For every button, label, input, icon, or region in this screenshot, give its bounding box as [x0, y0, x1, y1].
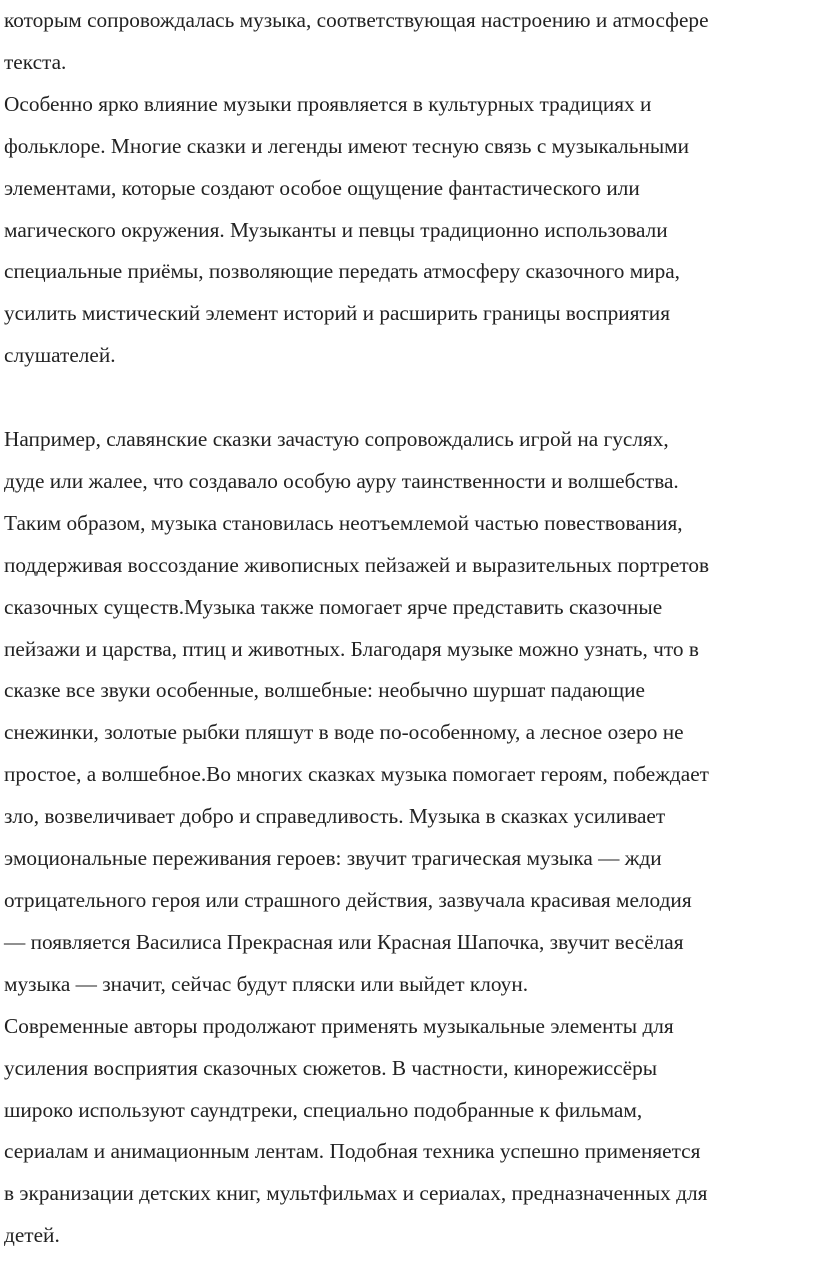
paragraph-line: специальные приёмы, позволяющие передать атмосферу сказочного мира, [4, 259, 680, 284]
paragraph-line: сказочных существ.Музыка также помогает ярче представить сказочные [4, 594, 663, 619]
paragraph-line: эмоциональные переживания героев: звучит трагическая музыка — жди [4, 846, 662, 871]
paragraph-line: музыка — значит, сейчас будут пляски или выйдет клоун. [4, 971, 529, 996]
paragraph-1 [4, 0, 812, 84]
paragraph-line: усиления восприятия сказочных сюжетов. В частности, кинорежиссёры [4, 1055, 658, 1080]
paragraph-line: отрицательного героя или страшного действия, зазвучала красивая мелодия [4, 888, 692, 913]
paragraph-line: усилить мистический элемент историй и расширить границы восприятия [4, 301, 670, 326]
paragraph-spacer [4, 377, 812, 419]
paragraph-line: Таким образом, музыка становилась неотъемлемой частью повествования, [4, 510, 683, 535]
paragraph-line: Современные авторы продолжают применять музыкальные элементы для [4, 1013, 674, 1038]
paragraph-line: фольклоре. Многие сказки и легенды имеют тесную связь с музыкальными [4, 133, 690, 158]
paragraph-4 [4, 1006, 812, 1257]
paragraph-line: — появляется Василиса Прекрасная или Красная Шапочка, звучит весёлая [4, 929, 684, 954]
paragraph-3 [4, 419, 812, 1006]
paragraph-line: снежинки, золотые рыбки пляшут в воде по-особенному, а лесное озеро не [4, 720, 684, 745]
paragraph-line: слушателей. [4, 343, 116, 368]
paragraph-line: простое, а волшебное.Во многих сказках музыка помогает героям, побеждает [4, 762, 709, 787]
paragraph-line: сказке все звуки особенные, волшебные: необычно шуршат падающие [4, 678, 645, 703]
paragraph-line: элементами, которые создают особое ощущение фантастического или [4, 175, 640, 200]
paragraph-2 [4, 84, 812, 377]
paragraph-line: Особенно ярко влияние музыки проявляется в культурных традициях и [4, 91, 652, 116]
paragraph-line: широко используют саундтреки, специально подобранные к фильмам, [4, 1097, 643, 1122]
paragraph-line: поддерживая воссоздание живописных пейзажей и выразительных портретов [4, 552, 710, 577]
document-page [4, 0, 812, 1257]
paragraph-line: Например, славянские сказки зачастую сопровождались игрой на гуслях, [4, 427, 669, 452]
paragraph-line: дуде или жалее, что создавало особую ауру таинственности и волшебства. [4, 468, 679, 493]
paragraph-line: текста. [4, 49, 67, 74]
paragraph-line: которым сопровождалась музыка, соответствующая настроению и атмосфере [4, 8, 709, 32]
paragraph-line: магического окружения. Музыканты и певцы традиционно использовали [4, 217, 668, 242]
paragraph-line: в экранизации детских книг, мультфильмах и сериалах, предназначенных для [4, 1181, 708, 1206]
paragraph-line: детей. [4, 1223, 60, 1248]
paragraph-line: пейзажи и царства, птиц и животных. Благодаря музыке можно узнать, что в [4, 636, 699, 661]
paragraph-line: сериалам и анимационным лентам. Подобная техника успешно применяется [4, 1139, 701, 1164]
paragraph-line: зло, возвеличивает добро и справедливость. Музыка в сказках усиливает [4, 804, 666, 829]
